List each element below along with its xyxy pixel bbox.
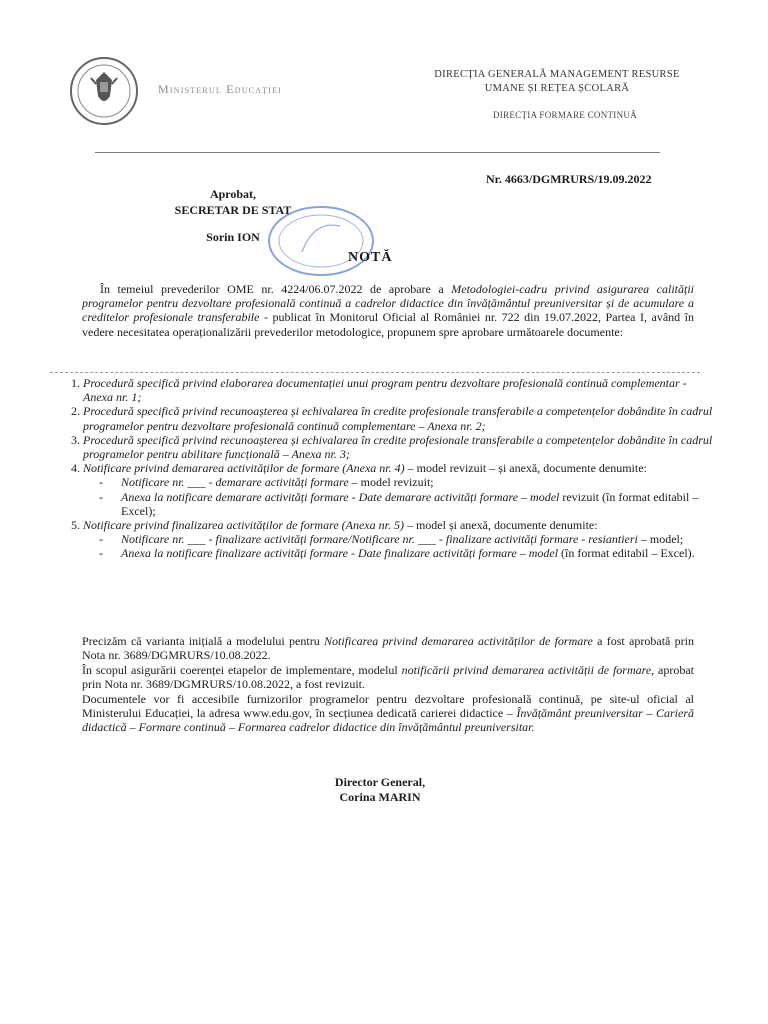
coat-of-arms-logo <box>63 56 145 131</box>
ministry-name: Ministerul Educației <box>158 82 283 96</box>
list-item: 3. Procedură specifică privind recunoașterea și echivalarea în credite profesionale transferabile a competențelor dobândite în cadrul programelor pentru abilitare funcțională – Anexa nr. 3; <box>83 433 719 461</box>
header-divider <box>95 152 660 153</box>
sub-list-item: - Notificare nr. ___ - demarare activități formare – model revizuit; <box>105 475 719 489</box>
approval-role: SECRETAR DE STAT <box>174 203 292 217</box>
list-item: 2. Procedură specifică privind recunoașterea și echivalarea în credite profesionale transferabile a competențelor dobândite în cadrul programelor pentru dezvoltare profesională continuă complementare – Anexa nr. 2; <box>83 404 719 432</box>
approval-label: Aprobat, <box>209 187 257 201</box>
signer-name: Corina MARIN <box>339 790 421 804</box>
annex-list <box>58 376 719 561</box>
directorate-general: DIRECȚIA GENERALĂ MANAGEMENT RESURSE UMANE ȘI REȚEA ȘCOLARĂ <box>434 69 680 94</box>
dashed-divider <box>50 372 700 373</box>
approval-name: Sorin ION <box>206 230 260 244</box>
sub-list <box>83 475 719 518</box>
paragraph-availability: Documentele vor fi accesibile furnizorilor programelor pentru dezvoltare profesională continuă, pe site-ul oficial al Ministerului Educației, la adresa www.edu.gov, în secțiunea dedicată carierei didactice – Învățământ preuniversitar – Carieră didactică – Formare continuă – Formarea cadrelor didactice din învățământul preuniversitar. <box>82 692 695 735</box>
list-item: 1. Procedură specifică privind elaborarea documentației unui program pentru dezvoltare profesională continuă complementar - Anexa nr. 1; <box>83 376 719 404</box>
list-item: 4. Notificare privind demararea activităților de formare (Anexa nr. 4) – model revizuit – și anexă, documente denumite: - Notificare nr. ___ - demarare activități formare – model revizuit; - Anexa la notificare demarare activități formare - Date demarare activități formare – model revizuit (în format editabil – Excel); <box>83 461 719 518</box>
intro-paragraph: În temeiul prevederilor OME nr. 4224/06.07.2022 de aprobare a Metodologiei-cadru privind asigurarea calității programelor pentru dezvoltare profesională continuă a cadrelor didactice din învățământul preuniversitar și de acumulare a creditelor profesionale transferabile - publicat în Monitorul Oficial al României nr. 722 din 19.07.2022, Partea I, având în vedere necesitatea operaționalizării prevederilor metodologice, propunem spre aprobare următoarele documente: <box>82 282 695 339</box>
document-title: NOTĂ <box>348 250 393 265</box>
sub-list-item: - Anexa la notificare demarare activități formare - Date demarare activități formare – model revizuit (în format editabil – Excel); <box>105 490 719 518</box>
registration-number: Nr. 4663/DGMRURS/19.09.2022 <box>486 172 652 186</box>
sub-list <box>83 532 719 560</box>
list-item: 5. Notificare privind finalizarea activităților de formare (Anexa nr. 5) – model și anexă, documente denumite: - Notificare nr. ___ - finalizare activități formare/Notificare nr. ___ - finalizare activități formare - resiantieri – model; - Anexa la notificare finalizare activități formare - Date finalizare activități formare – model (în format editabil – Excel). <box>83 518 719 561</box>
official-stamp <box>262 200 380 287</box>
paragraph-revision: În scopul asigurării coerenței etapelor de implementare, modelul notificării privind demararea activității de formare, aprobat prin Nota nr. 3689/DGMRURS/10.08.2022, a fost revizuit. <box>82 663 694 692</box>
directorate: DIRECȚIA FORMARE CONTINUĂ <box>492 110 637 120</box>
signer-role: Director General, <box>334 775 426 789</box>
sub-list-item: - Notificare nr. ___ - finalizare activități formare/Notificare nr. ___ - finalizare activități formare - resiantieri – model; <box>105 532 719 546</box>
signature-block <box>295 775 465 805</box>
paragraph-initial-version: Precizăm că varianta inițială a modelului pentru Notificarea privind demararea activităților de formare a fost aprobată prin Nota nr. 3689/DGMRURS/10.08.2022. <box>82 634 694 663</box>
sub-list-item: - Anexa la notificare finalizare activități formare - Date finalizare activități formare – model (în format editabil – Excel). <box>105 546 719 560</box>
